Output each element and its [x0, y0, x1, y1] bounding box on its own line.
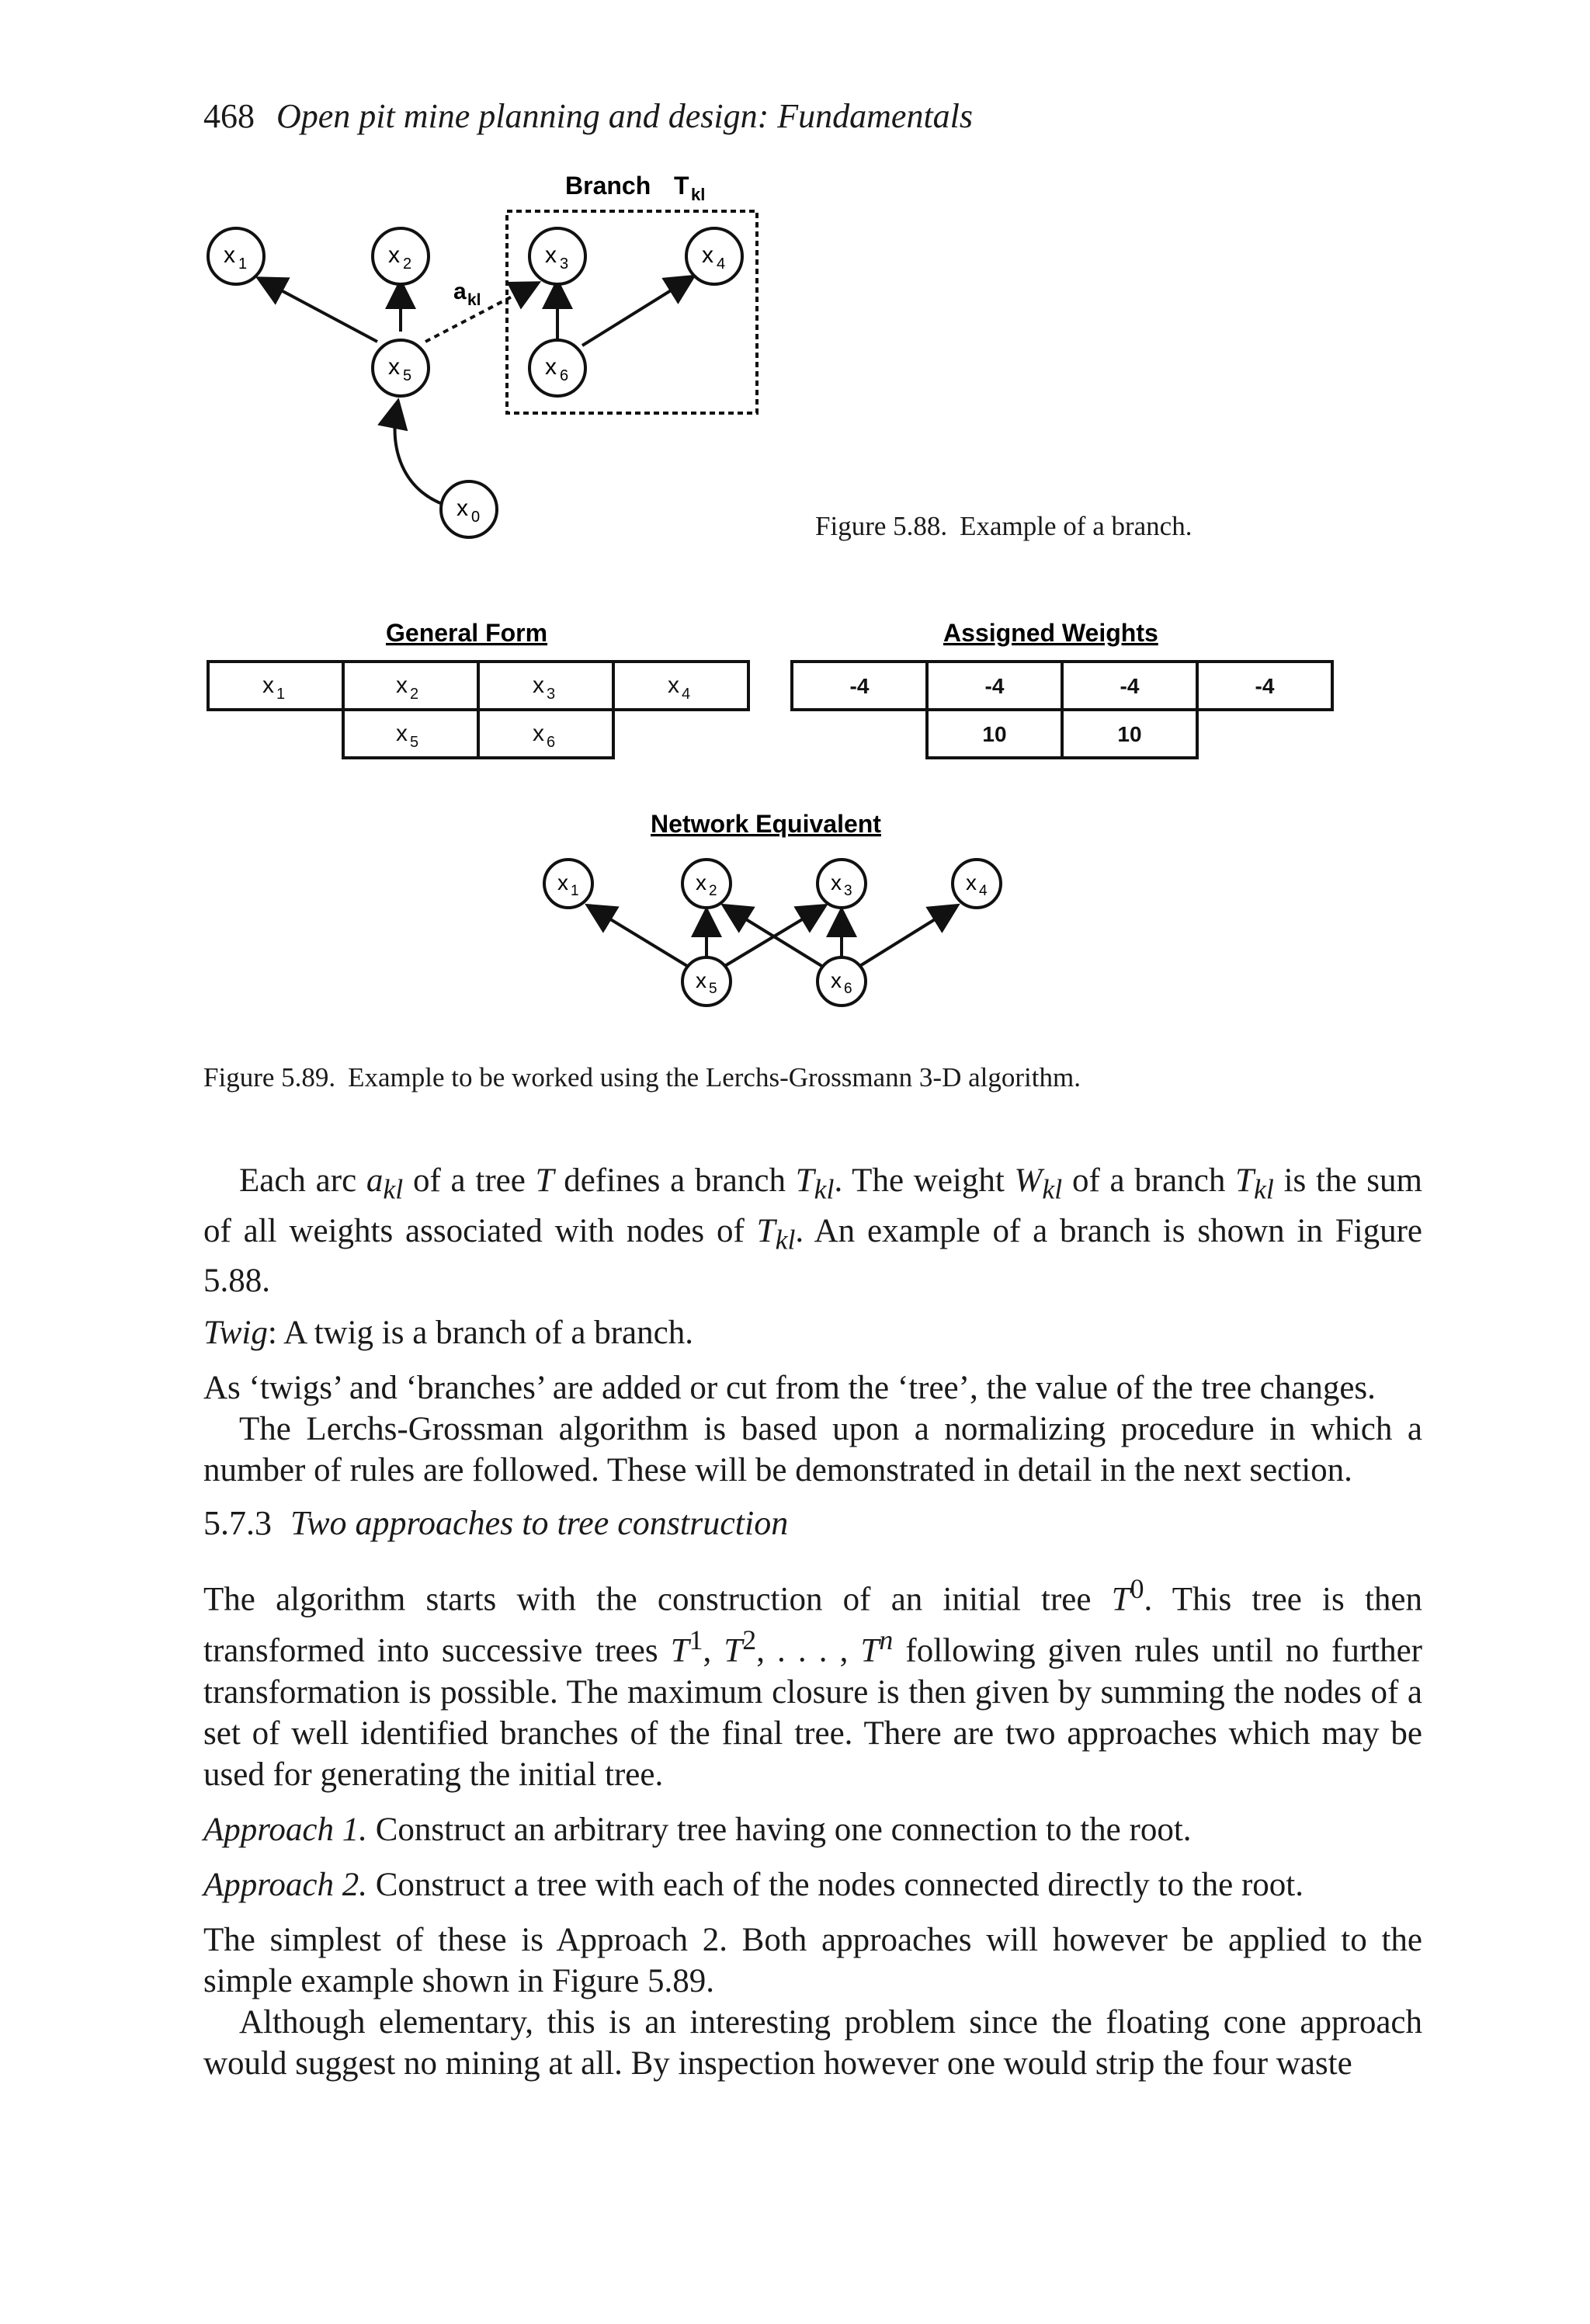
paragraph-twig: Twig: A twig is a branch of a branch.	[203, 1315, 693, 1352]
edge-x6-x4	[582, 278, 691, 346]
node-x1	[208, 228, 264, 284]
node-x2	[373, 228, 429, 284]
caption-number: Figure 5.89.	[203, 1062, 336, 1093]
net-node-x1	[544, 860, 592, 908]
svg-text:3: 3	[560, 255, 569, 273]
paragraph-algorithm-start: The algorithm starts with the construction of an initial tree $T^0$. This tree is then transformed into successive trees $T^1$, $T^2$, . . . , $T^n$ following given rules until no further transformation is possible. The maximum closure is then given by summing the nodes of a set of well identified branches of the final tree. There are two approaches which may be used for generating the initial tree.	[203, 1573, 1422, 1793]
branch-subscript: kl	[691, 185, 706, 204]
paragraph-approach-2: Approach 2. Construct a tree with each of the nodes connected directly to the root.	[203, 1866, 1304, 1903]
section-number: 5.7.3	[203, 1504, 272, 1542]
body-text-1	[203, 1160, 1422, 1491]
assigned-weights-table	[792, 662, 1332, 758]
net-edge-x5-x1	[590, 907, 691, 968]
net-edge-x6-x4	[859, 907, 955, 967]
paragraph-simplest: The simplest of these is Approach 2. Both approaches will however be applied to the simple example shown in Figure 5.89.	[203, 1921, 1422, 1999]
figure-5-88-caption	[815, 509, 1192, 544]
paragraph-branch-definition: Each arc $a_{kl}$ of a tree T defines a branch $T_{kl}$. The weight $W_{kl}$ of a branch $T_{kl}$ is the sum of all weights associated with nodes of $T_{kl}$. An example of a branch is shown in Figure 5.88.	[203, 1162, 1423, 1300]
arc-subscript: kl	[467, 291, 481, 309]
svg-text:0: 0	[471, 509, 481, 526]
net-node-x2	[682, 860, 731, 908]
aw-cell-6: 10	[1117, 722, 1142, 746]
svg-text:x: x	[545, 242, 557, 268]
gf-cell-x2: x	[396, 672, 408, 698]
svg-text:x: x	[696, 870, 706, 895]
svg-text:x: x	[831, 968, 842, 992]
section-title: Two approaches to tree construction	[290, 1504, 789, 1542]
node-x5	[373, 340, 429, 396]
section-heading	[203, 1502, 788, 1545]
edge-x0-x5	[395, 404, 444, 505]
svg-text:6: 6	[560, 367, 569, 384]
svg-text:x: x	[545, 354, 557, 380]
branch-symbol: T	[674, 172, 689, 200]
arc-symbol: a	[453, 279, 467, 304]
figure-5-89-caption	[203, 1061, 1081, 1095]
svg-text:5: 5	[410, 734, 419, 751]
book-title: Open pit mine planning and design: Fundamentals	[276, 97, 974, 135]
svg-text:1: 1	[276, 686, 286, 703]
svg-text:1: 1	[238, 255, 248, 273]
svg-text:x: x	[224, 242, 235, 268]
svg-text:x: x	[388, 242, 400, 268]
branch-label: Branch	[565, 172, 651, 200]
svg-text:5: 5	[709, 981, 717, 997]
general-form-title: General Form	[386, 619, 548, 647]
caption-text: Example of a branch.	[960, 511, 1192, 541]
svg-text:x: x	[696, 968, 706, 992]
paragraph-elementary: Although elementary, this is an interesting problem since the floating cone approach would suggest no mining at all. By inspection however one would strip the four waste	[203, 2003, 1422, 2082]
paragraph-approach-1: Approach 1. Construct an arbitrary tree having one connection to the root.	[203, 1811, 1192, 1848]
svg-text:x: x	[557, 870, 568, 895]
gf-cell-x4: x	[668, 672, 679, 698]
svg-text:x: x	[966, 870, 977, 895]
caption-text: Example to be worked using the Lerchs-Grossmann 3-D algorithm.	[348, 1062, 1081, 1093]
net-node-x5	[682, 957, 731, 1006]
aw-cell-1: -4	[849, 674, 870, 698]
svg-text:4: 4	[682, 686, 691, 703]
svg-text:6: 6	[844, 981, 852, 997]
svg-text:x: x	[388, 354, 400, 380]
svg-text:6: 6	[547, 734, 556, 751]
paragraph-twigs-branches: As ‘twigs’ and ‘branches’ are added or cut from the ‘tree’, the value of the tree changes.	[203, 1370, 1376, 1407]
gf-cell-x1: x	[262, 672, 274, 698]
svg-text:1: 1	[571, 883, 579, 899]
svg-text:x: x	[457, 495, 468, 521]
node-x0	[441, 481, 497, 537]
aw-cell-5: 10	[982, 722, 1007, 746]
svg-text:2: 2	[410, 686, 419, 703]
node-x3	[529, 228, 585, 284]
paragraph-normalizing: The Lerchs-Grossman algorithm is based upon a normalizing procedure in which a number of rules are followed. These will be demonstrated in detail in the next section.	[203, 1411, 1422, 1489]
svg-text:x: x	[831, 870, 842, 895]
network-title: Network Equivalent	[651, 810, 881, 838]
svg-text:3: 3	[844, 883, 852, 899]
svg-text:4: 4	[979, 883, 988, 899]
figure-5-89	[208, 619, 1332, 1006]
gf-cell-x6: x	[533, 721, 544, 746]
svg-text:5: 5	[403, 367, 412, 384]
net-node-x4	[953, 860, 1001, 908]
figure-5-88	[208, 172, 757, 537]
svg-text:2: 2	[709, 883, 717, 899]
node-x6	[529, 340, 585, 396]
svg-text:2: 2	[403, 255, 412, 273]
edge-x5-x1	[261, 280, 377, 342]
page-number: 468	[203, 97, 255, 135]
body-text-2	[203, 1568, 1422, 2084]
caption-number: Figure 5.88.	[815, 511, 948, 541]
gf-cell-x5: x	[396, 721, 408, 746]
svg-text:4: 4	[717, 255, 726, 273]
node-x4	[686, 228, 742, 284]
svg-text:x: x	[702, 242, 713, 268]
aw-cell-2: -4	[984, 674, 1005, 698]
aw-cell-4: -4	[1255, 674, 1275, 698]
assigned-weights-title: Assigned Weights	[943, 619, 1158, 647]
net-node-x3	[818, 860, 866, 908]
gf-cell-x3: x	[533, 672, 544, 698]
figures-canvas	[0, 0, 1590, 1087]
svg-text:3: 3	[547, 686, 556, 703]
aw-cell-3: -4	[1120, 674, 1140, 698]
net-node-x6	[818, 957, 866, 1006]
